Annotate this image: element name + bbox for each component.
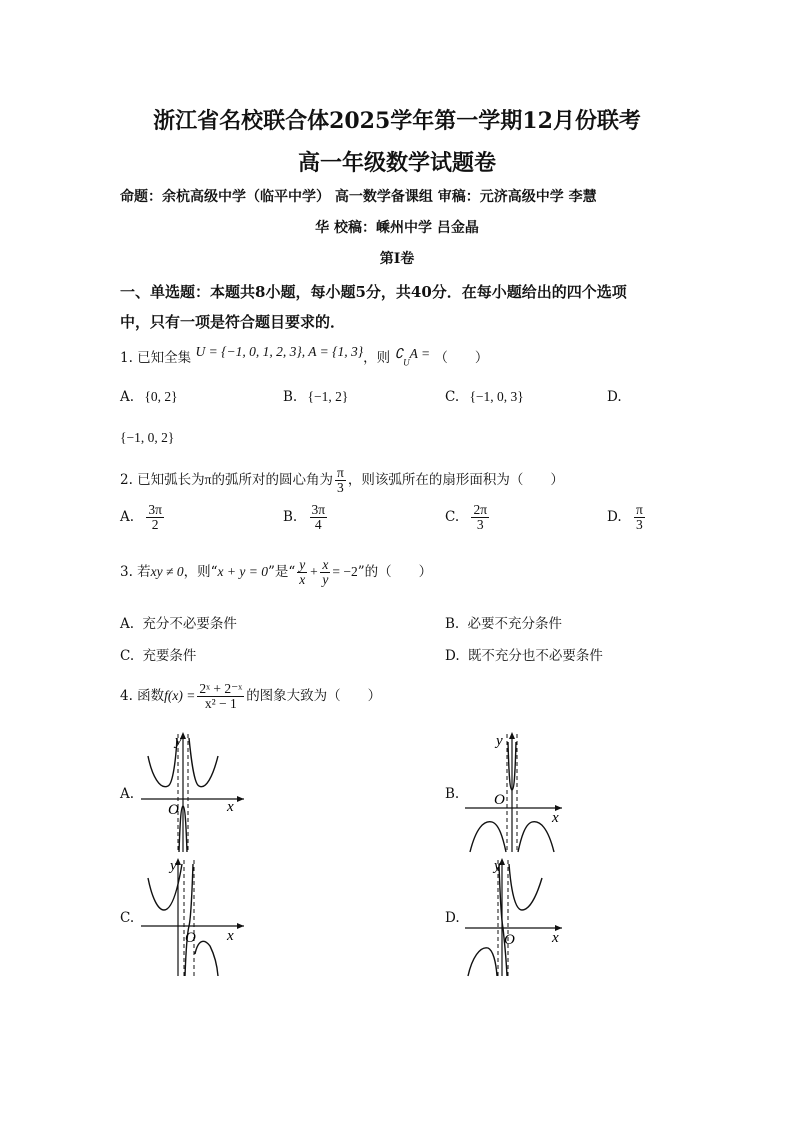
fraction-num: x: [322, 557, 329, 572]
q4-graph-a[interactable]: [138, 728, 250, 854]
q4-option-a-label[interactable]: A.: [120, 786, 135, 802]
curve-left-branch: [468, 948, 497, 976]
q1-option-d-text[interactable]: {−1, 0, 2}: [120, 430, 175, 445]
origin-label: O: [494, 792, 505, 808]
q3-mid1: ，则“: [183, 564, 218, 581]
volume-label: 第I卷: [379, 251, 415, 267]
option-label: B.: [283, 509, 298, 526]
fraction-num: 2ˣ + 2⁻ˣ: [199, 681, 243, 696]
curve-middle-branch: [499, 864, 507, 976]
curve-left-branch: [148, 864, 182, 910]
curve-middle-branch: [185, 864, 193, 976]
question-2: [120, 466, 564, 495]
y-axis-label: y: [170, 858, 177, 874]
q4-option-b-label[interactable]: B.: [445, 786, 460, 802]
x-axis-label: x: [552, 930, 559, 946]
q4-prefix: 4. 函数: [120, 688, 165, 705]
y-axis-label: y: [496, 733, 503, 749]
q3-option-a[interactable]: [120, 612, 237, 632]
q1-complement-symbol: ∁: [394, 346, 404, 361]
fraction-den: 3: [635, 517, 643, 533]
option-fraction: [471, 503, 489, 532]
q4-graph-c[interactable]: [138, 854, 250, 978]
fraction-num: 2π: [473, 502, 488, 517]
q3-prefix: 3. 若: [120, 564, 151, 581]
option-label: A.: [120, 389, 135, 405]
q3-mid2: ”是“: [267, 564, 296, 581]
q2-option-b[interactable]: [283, 503, 329, 532]
q3-plus: +: [309, 564, 319, 580]
fraction-den: x² − 1: [204, 696, 237, 712]
option-label: D.: [445, 648, 460, 664]
y-axis-label: y: [175, 733, 182, 749]
option-text: 充要条件: [142, 648, 197, 664]
q3-condition: xy ≠ 0: [150, 564, 184, 580]
option-text: {−1, 2}: [307, 389, 349, 404]
q4-fx: f(x) =: [164, 688, 196, 704]
fraction-num: y: [299, 557, 306, 572]
option-fraction: [310, 503, 328, 532]
origin-label: O: [168, 802, 179, 818]
exam-title: 浙江省名校联合体2025学年第一学期12月份联考: [153, 108, 641, 134]
origin-label: O: [185, 930, 196, 946]
fraction-den: y: [322, 572, 329, 588]
q2-angle-fraction: [335, 466, 346, 495]
q1-option-d-label[interactable]: D.: [607, 389, 622, 405]
question-3: [120, 558, 432, 587]
q3-tail: ”的（ ）: [357, 564, 433, 581]
q3-option-d[interactable]: [445, 644, 603, 664]
curve-right-branch: [189, 738, 218, 787]
option-label: C.: [445, 389, 460, 405]
q2-pi: π: [204, 472, 212, 488]
curve-right-branch: [509, 864, 542, 910]
option-text: 既不充分也不必要条件: [467, 648, 603, 664]
curve-left-branch: [470, 822, 506, 852]
q4-graph-d[interactable]: [462, 854, 572, 978]
option-label: B.: [445, 616, 460, 632]
q4-graph-b[interactable]: [462, 728, 572, 854]
q4-option-c-label[interactable]: C.: [120, 910, 135, 926]
q2-option-c[interactable]: [445, 503, 491, 532]
q4-option-d-label[interactable]: D.: [445, 910, 460, 926]
x-axis-arrow: [237, 796, 244, 802]
y-axis-arrow: [509, 732, 515, 739]
q1-complement-sub: U: [403, 357, 410, 368]
q1-prefix: 1. 已知全集: [120, 350, 192, 366]
option-label: D.: [607, 509, 622, 526]
exam-subtitle: 高一年级数学试题卷: [297, 150, 496, 176]
question-1: [120, 346, 488, 368]
q2-mid: 的弧所对的圆心角为: [211, 472, 333, 489]
option-label: C.: [120, 648, 135, 664]
fraction-den: 3: [476, 517, 484, 533]
option-text: {0, 2}: [144, 389, 178, 404]
fraction-num: 3π: [148, 502, 162, 517]
q1-universal-set: U = {−1, 0, 1, 2, 3}: [195, 344, 302, 359]
fraction-num: 3π: [311, 502, 326, 517]
fraction-den: 2: [151, 517, 159, 533]
x-axis-label: x: [552, 810, 559, 826]
q3-frac-2: [320, 558, 330, 587]
option-fraction: [634, 503, 645, 532]
q3-option-c[interactable]: [120, 644, 196, 664]
y-axis-label: y: [494, 858, 501, 874]
credits-line-1: 命题：余杭高级中学（临平中学） 高一数学备课组 审稿：元济高级中学 李慧: [120, 189, 597, 205]
fraction-num: π: [635, 502, 643, 517]
origin-label: O: [504, 932, 515, 948]
x-axis-label: x: [227, 928, 234, 944]
option-label: C.: [445, 509, 460, 526]
option-label: B.: [283, 389, 298, 405]
q3-option-b[interactable]: [445, 612, 562, 632]
curve-left-branch: [148, 738, 177, 787]
q1-option-a[interactable]: [120, 389, 178, 405]
q1-complement-tail: A =: [409, 346, 431, 361]
question-4: [120, 682, 381, 711]
x-axis-arrow: [237, 923, 244, 929]
option-text: 充分不必要条件: [142, 616, 237, 632]
option-text: {−1, 0, 3}: [469, 389, 524, 404]
q3-rhs: = −2: [332, 564, 358, 580]
fraction-den: x: [299, 572, 306, 588]
option-text: 必要不充分条件: [467, 616, 563, 632]
q2-option-a[interactable]: [120, 503, 166, 532]
q1-set-a: , A = {1, 3}: [301, 344, 364, 359]
q2-tail: ，则该弧所在的扇形面积为（ ）: [347, 472, 564, 489]
q2-angle-num: π: [337, 465, 344, 480]
curve-right-branch: [195, 941, 218, 976]
q2-option-d[interactable]: [607, 503, 647, 532]
q4-fraction: [197, 682, 244, 711]
q2-prefix: 2. 已知弧长为: [120, 472, 205, 489]
q3-eq1: x + y = 0: [217, 564, 268, 580]
option-label: A.: [120, 616, 135, 632]
section-heading-line2: 中，只有一项是符合题目要求的．: [120, 313, 346, 331]
credits-line-2: 华 校稿：嵊州中学 吕金晶: [315, 220, 479, 236]
option-fraction: [146, 503, 164, 532]
option-label: A.: [120, 509, 135, 526]
q1-then: ，则: [363, 350, 391, 366]
x-axis-label: x: [227, 799, 234, 815]
q1-option-c[interactable]: [445, 389, 524, 405]
fraction-den: 4: [314, 517, 322, 533]
q1-option-b[interactable]: [283, 389, 348, 405]
section-heading-line1: 一、单选题：本题共8小题，每小题5分，共40分．在每小题给出的四个选项: [120, 283, 627, 301]
q1-blank: （ ）: [434, 350, 489, 366]
q4-tail: 的图象大致为（ ）: [246, 688, 382, 705]
q2-angle-den: 3: [337, 480, 344, 496]
curve-right-branch: [518, 822, 554, 852]
q3-frac-1: [297, 558, 307, 587]
